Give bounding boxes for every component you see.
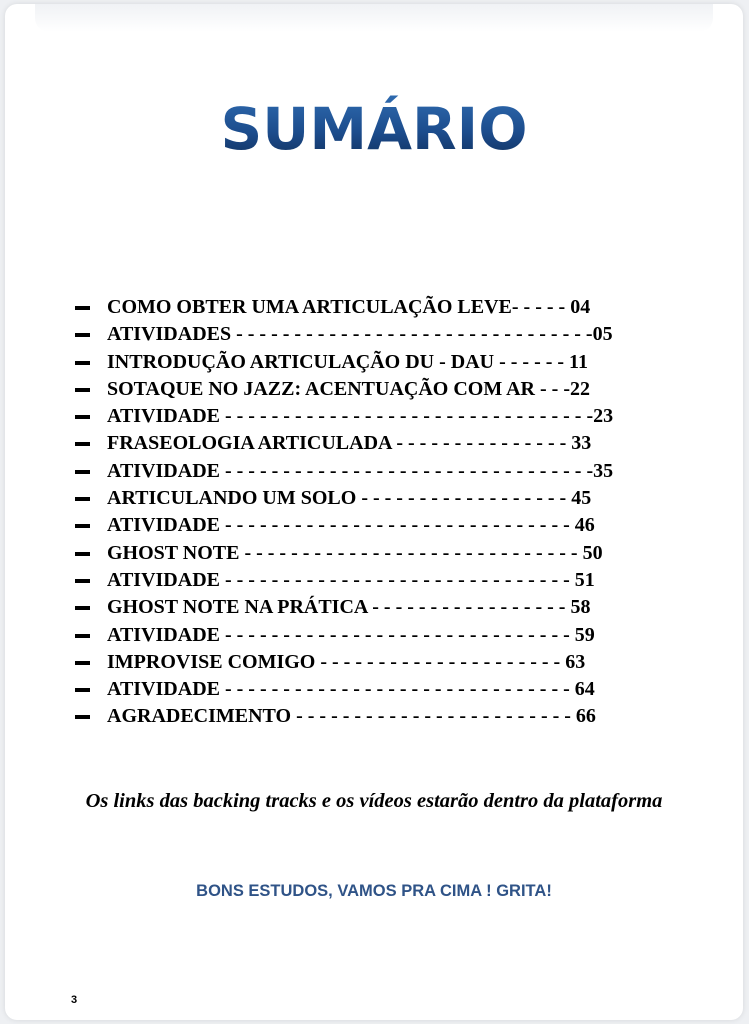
page-title: SUMÁRIO — [5, 94, 743, 164]
dash-bullet-icon — [75, 361, 90, 365]
toc-item — [75, 594, 685, 621]
toc-item — [75, 294, 685, 321]
toc-item — [75, 703, 685, 730]
toc-item — [75, 430, 685, 457]
dash-bullet-icon — [75, 333, 90, 337]
toc-item — [75, 567, 685, 594]
dash-bullet-icon — [75, 524, 90, 528]
closing-message: BONS ESTUDOS, VAMOS PRA CIMA ! GRITA! — [196, 882, 552, 900]
toc-item-text: GHOST NOTE - - - - - - - - - - - - - - - - - - - - - - - - - - - - - 50 — [107, 541, 603, 564]
dash-bullet-icon — [75, 552, 90, 556]
toc-item-text: ARTICULANDO UM SOLO - - - - - - - - - - - - - - - - - - 45 — [107, 487, 592, 510]
page-number: 3 — [71, 994, 78, 1006]
toc-item — [75, 349, 685, 376]
top-shadow — [35, 4, 713, 32]
toc-item-text: AGRADECIMENTO - - - - - - - - - - - - - - - - - - - - - - - - 66 — [107, 705, 596, 728]
toc-item — [75, 649, 685, 676]
toc-item — [75, 676, 685, 703]
toc-item-text: ATIVIDADE - - - - - - - - - - - - - - - - - - - - - - - - - - - - - - 51 — [107, 568, 595, 591]
dash-bullet-icon — [75, 306, 90, 310]
toc-item-text: GHOST NOTE NA PRÁTICA - - - - - - - - - - - - - - - - - 58 — [107, 596, 591, 619]
toc-item — [75, 540, 685, 567]
toc-item-text: SOTAQUE NO JAZZ: ACENTUAÇÃO COM AR - - -22 — [107, 377, 590, 400]
toc-item-text: IMPROVISE COMIGO - - - - - - - - - - - - - - - - - - - - - 63 — [107, 650, 586, 673]
dash-bullet-icon — [75, 688, 90, 692]
dash-bullet-icon — [75, 388, 90, 392]
table-of-contents — [75, 294, 685, 731]
toc-item-text: ATIVIDADE - - - - - - - - - - - - - - - - - - - - - - - - - - - - - - - -23 — [107, 405, 614, 428]
toc-item-text: ATIVIDADE - - - - - - - - - - - - - - - - - - - - - - - - - - - - - - - -35 — [107, 459, 614, 482]
toc-item — [75, 458, 685, 485]
toc-item-text: COMO OBTER UMA ARTICULAÇÃO LEVE- - - - - 04 — [107, 296, 591, 318]
toc-item-text: ATIVIDADE - - - - - - - - - - - - - - - - - - - - - - - - - - - - - - 59 — [107, 623, 595, 646]
toc-item-text: ATIVIDADES - - - - - - - - - - - - - - - - - - - - - - - - - - - - - - -05 — [107, 323, 613, 346]
toc-item — [75, 512, 685, 539]
toc-item — [75, 622, 685, 649]
toc-item-text: INTRODUÇÃO ARTICULAÇÃO DU - DAU - - - - - - 11 — [107, 350, 588, 373]
toc-item — [75, 321, 685, 348]
toc-item-text: ATIVIDADE - - - - - - - - - - - - - - - - - - - - - - - - - - - - - - 46 — [107, 514, 595, 537]
dash-bullet-icon — [75, 442, 90, 446]
toc-item — [75, 403, 685, 430]
toc-item-text: ATIVIDADE - - - - - - - - - - - - - - - - - - - - - - - - - - - - - - 64 — [107, 678, 595, 701]
dash-bullet-icon — [75, 579, 90, 583]
dash-bullet-icon — [75, 661, 90, 665]
dash-bullet-icon — [75, 634, 90, 638]
toc-item-text: FRASEOLOGIA ARTICULADA - - - - - - - - - - - - - - - 33 — [107, 432, 592, 455]
dash-bullet-icon — [75, 415, 90, 419]
toc-item — [75, 376, 685, 403]
dash-bullet-icon — [75, 470, 90, 474]
platform-note: Os links das backing tracks e os vídeos estarão dentro da plataforma — [85, 790, 663, 812]
toc-item — [75, 485, 685, 512]
document-page — [5, 4, 743, 1020]
dash-bullet-icon — [75, 715, 90, 719]
dash-bullet-icon — [75, 606, 90, 610]
dash-bullet-icon — [75, 497, 90, 501]
